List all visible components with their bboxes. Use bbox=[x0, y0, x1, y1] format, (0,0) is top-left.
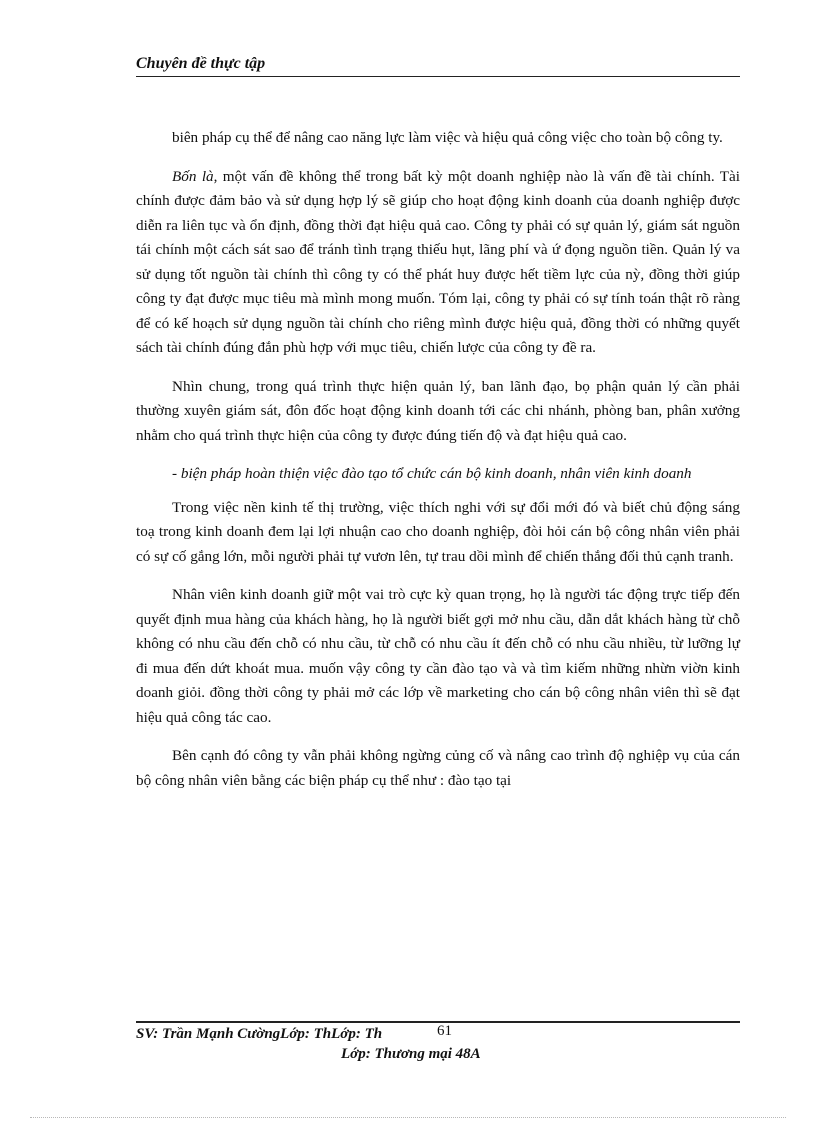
footer-class: Lớp: Thương mại 48A bbox=[341, 1046, 481, 1062]
section-heading: - biện pháp hoàn thiện việc đào tạo tổ chức cán bộ kinh doanh, nhân viên kinh doanh bbox=[172, 465, 692, 482]
paragraph-5: Nhân viên kinh doanh giữ một vai trò cực kỳ quan trọng, họ là người tác động trực tiếp đến quyết định mua hàng của khách hàng, họ là người biết gợi mở nhu cầu, dẫn dắt khách hàng từ chỗ không có nhu cầu đến chỗ có nhu cầu, từ chỗ có nhu cầu ít đến chỗ có nhu cầu nhiều, từ lưỡng lự đi mua đến dứt khoát mua. muốn vậy công ty cần đào tạo và và tìm kiếm những nhừn viờn kinh doanh giỏi. đồng thời công ty phải mở các lớp về marketing cho cán bộ công nhân viên thì sẽ đạt hiệu quả công tác cao. bbox=[136, 586, 740, 726]
paragraph-4: Trong việc nền kinh tế thị trường, việc thích nghi với sự đổi mới đó và biết chủ động sáng toạ trong kinh doanh đem lại lợi nhuận cao cho doanh nghiệp, đòi hỏi cán bộ công nhân viên phải có sự cố gắng lớn, mỗi người phải tự vươn lên, tự trau dồi mình để chiến thắng đối thủ cạnh tranh. bbox=[136, 498, 740, 565]
paragraph-2 bbox=[136, 165, 740, 361]
paragraph-2-text: , một vấn đề không thể trong bất kỳ một doanh nghiệp nào là vấn đề tài chính. Tài chính được đảm bảo và sử dụng hợp lý sẽ giúp cho hoạt động kinh doanh của doanh nghiệp được diễn ra liên tục và ổn định, đồng thời đạt hiệu quả cao. Công ty phải có sự quản lý, giám sát nguồn tái chính một cách sát sao để tránh tình trạng thiếu hụt, lãng phí và ứ đọng nguồn tiền. Quản lý va sử dụng tốt nguồn tài chính thì công ty có thể phát huy được hết tiềm lực của nỳ, đồng thời giúp công ty đạt được mục tiêu mà mình mong muốn. Tóm lại, công ty phải có sự tính toán thật rõ ràng để có kế hoạch sử dụng nguồn tài chính cho riêng mình được hiệu quả, đồng thời có những quyết sách tài chính đúng đắn phù hợp với mục tiêu, chiến lược của công ty đề ra. bbox=[136, 167, 741, 356]
paragraph-3: Nhìn chung, trong quá trình thực hiện quản lý, ban lãnh đạo, bọ phận quản lý cần phải thường xuyên giám sát, đôn đốc hoạt động kinh doanh tới các chi nhánh, phòng ban, phân xưởng nhằm cho quá trình thực hiện của công ty được đúng tiến độ và đạt hiệu quả cao. bbox=[136, 377, 740, 444]
body-text bbox=[136, 126, 740, 807]
page-edge-dotted-line bbox=[30, 1117, 786, 1118]
footer-author: SV: Trần Mạnh CườngLớp: ThLớp: Th bbox=[136, 1026, 383, 1042]
header-rule bbox=[136, 76, 740, 77]
paragraph-2-lead: Bốn là bbox=[172, 167, 214, 185]
paragraph-1: biên pháp cụ thể để nâng cao năng lực làm việc và hiệu quả công việc cho toàn bộ công ty. bbox=[172, 129, 723, 146]
paragraph-6: Bên cạnh đó công ty vẫn phải không ngừng củng cố và nâng cao trình độ nghiệp vụ của cán bộ công nhân viên bằng các biện pháp cụ thể như : đào tạo tại bbox=[136, 747, 740, 789]
page-number: 61 bbox=[437, 1023, 452, 1039]
header-title: Chuyên đề thực tập bbox=[136, 55, 266, 72]
